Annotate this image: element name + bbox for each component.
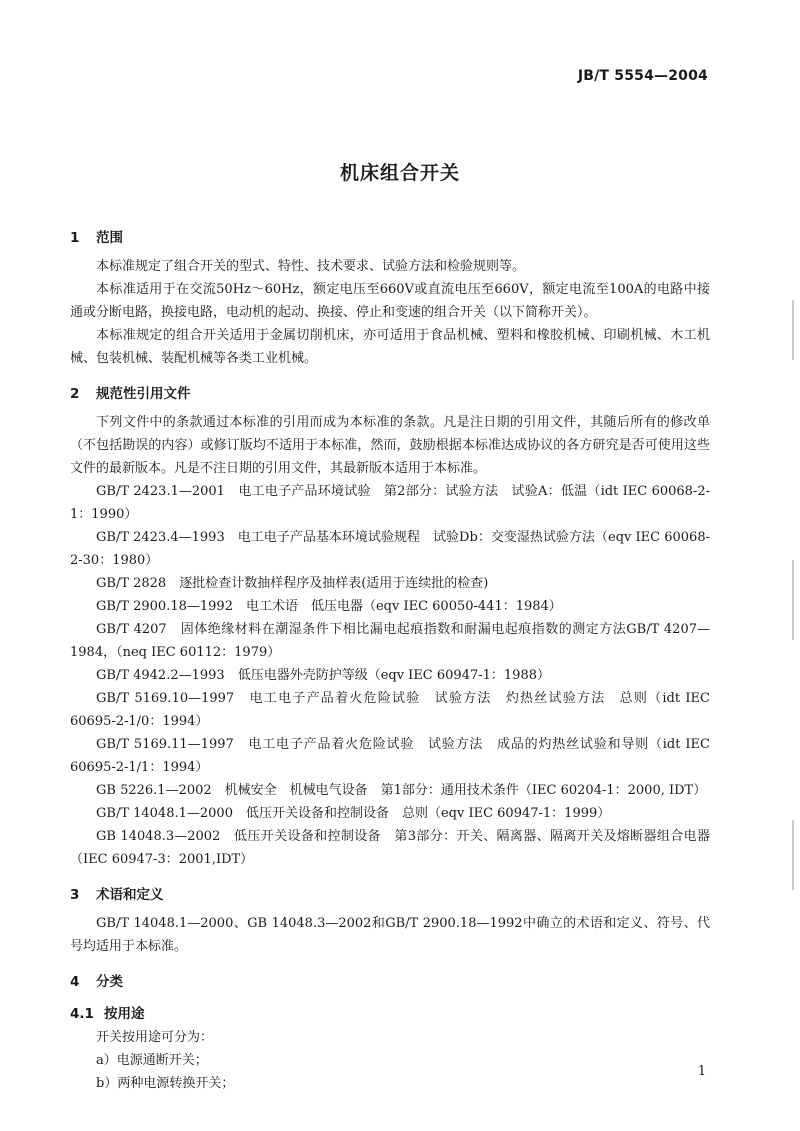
section-2-body	[70, 411, 710, 871]
page-number: 1	[697, 1064, 706, 1079]
section-1-body	[70, 255, 710, 370]
reference-entry: GB/T 5169.10—1997 电工电子产品着火危险试验 试验方法 灼热丝试验方法 总则（idt IEC 60695-2-1/0：1994）	[70, 691, 710, 729]
scan-artifact	[792, 820, 794, 890]
paragraph: 本标准规定的组合开关适用于金属切削机床，亦可适用于食品机械、塑料和橡胶机械、印刷机械、木工机械、包装机械、装配机械等各类工业机械。	[70, 328, 710, 366]
reference-entry: GB 5226.1—2002 机械安全 机械电气设备 第1部分：通用技术条件（IEC 60204-1：2000, IDT）	[96, 783, 707, 798]
section-number: 3	[70, 887, 80, 903]
scan-artifact	[792, 300, 794, 360]
reference-entry: GB/T 5169.11—1997 电工电子产品着火危险试验 试验方法 成品的灼热丝试验和导则（idt IEC 60695-2-1/1：1994）	[70, 737, 710, 775]
paragraph: GB/T 14048.1—2000、GB 14048.3—2002和GB/T 2900.18—1992中确立的术语和定义、符号、代号均适用于本标准。	[70, 916, 710, 954]
section-title: 规范性引用文件	[96, 386, 191, 402]
list-intro: 开关按用途可分为：	[96, 1030, 214, 1045]
reference-entry: GB/T 14048.1—2000 低压开关设备和控制设备 总则（eqv IEC 60947-1：1999）	[96, 806, 611, 821]
section-number: 1	[70, 230, 80, 246]
subsection-4-1-body	[70, 1026, 710, 1095]
section-3-heading	[70, 883, 710, 903]
paragraph: 本标准规定了组合开关的型式、特性、技术要求、试验方法和检验规则等。	[96, 259, 526, 274]
scan-artifact	[792, 560, 794, 640]
reference-entry: GB/T 2900.18—1992 电工术语 低压电器（eqv IEC 60050-441：1984）	[96, 599, 562, 614]
reference-entry: GB/T 4207 固体绝缘材料在潮湿条件下相比漏电起痕指数和耐漏电起痕指数的测定方法GB/T 4207—1984，（neq IEC 60112：1979）	[70, 622, 710, 660]
reference-entry: GB/T 2828 逐批检查计数抽样程序及抽样表(适用于连续批的检查)	[96, 576, 489, 591]
section-4-heading	[70, 970, 710, 990]
section-1-heading	[70, 226, 710, 246]
section-title: 术语和定义	[96, 887, 164, 903]
document-title: 机床组合开关	[339, 162, 460, 184]
section-number: 2	[70, 386, 80, 402]
section-3-body	[70, 912, 710, 958]
section-title: 范围	[96, 230, 123, 246]
standard-code: JB/T 5554—2004	[577, 68, 708, 84]
reference-entry: GB/T 2423.1—2001 电工电子产品环境试验 第2部分：试验方法 试验A：低温（idt IEC 60068-2-1：1990）	[70, 484, 710, 522]
subsection-title: 按用途	[104, 1006, 145, 1022]
section-title: 分类	[96, 974, 123, 990]
reference-entry: GB 14048.3—2002 低压开关设备和控制设备 第3部分：开关、隔离器、隔离开关及熔断器组合电器（IEC 60947-3：2001,IDT）	[70, 829, 710, 867]
list-item: b）两种电源转换开关；	[96, 1076, 235, 1091]
reference-entry: GB/T 2423.4—1993 电工电子产品基本环境试验规程 试验Db：交变湿热试验方法（eqv IEC 60068-2-30：1980）	[70, 530, 710, 568]
section-number: 4	[70, 974, 80, 990]
subsection-number: 4.1	[70, 1006, 94, 1022]
document-body	[70, 226, 710, 1095]
paragraph: 下列文件中的条款通过本标准的引用而成为本标准的条款。凡是注日期的引用文件，其随后所有的修改单（不包括勘误的内容）或修订版均不适用于本标准，然而，鼓励根据本标准达成协议的各方研究是否可使用这些文件的最新版本。凡是不注日期的引用文件，其最新版本适用于本标准。	[70, 415, 710, 476]
reference-entry: GB/T 4942.2—1993 低压电器外壳防护等级（eqv IEC 60947-1：1988）	[96, 668, 550, 683]
subsection-4-1-heading	[70, 1002, 710, 1022]
section-2-heading	[70, 382, 710, 402]
paragraph: 本标准适用于在交流50Hz～60Hz，额定电压至660V或直流电压至660V，额定电流至100A的电路中接通或分断电路，换接电路，电动机的起动、换接、停止和变速的组合开关（以下简称开关）。	[70, 282, 710, 320]
list-item: a）电源通断开关；	[96, 1053, 208, 1068]
